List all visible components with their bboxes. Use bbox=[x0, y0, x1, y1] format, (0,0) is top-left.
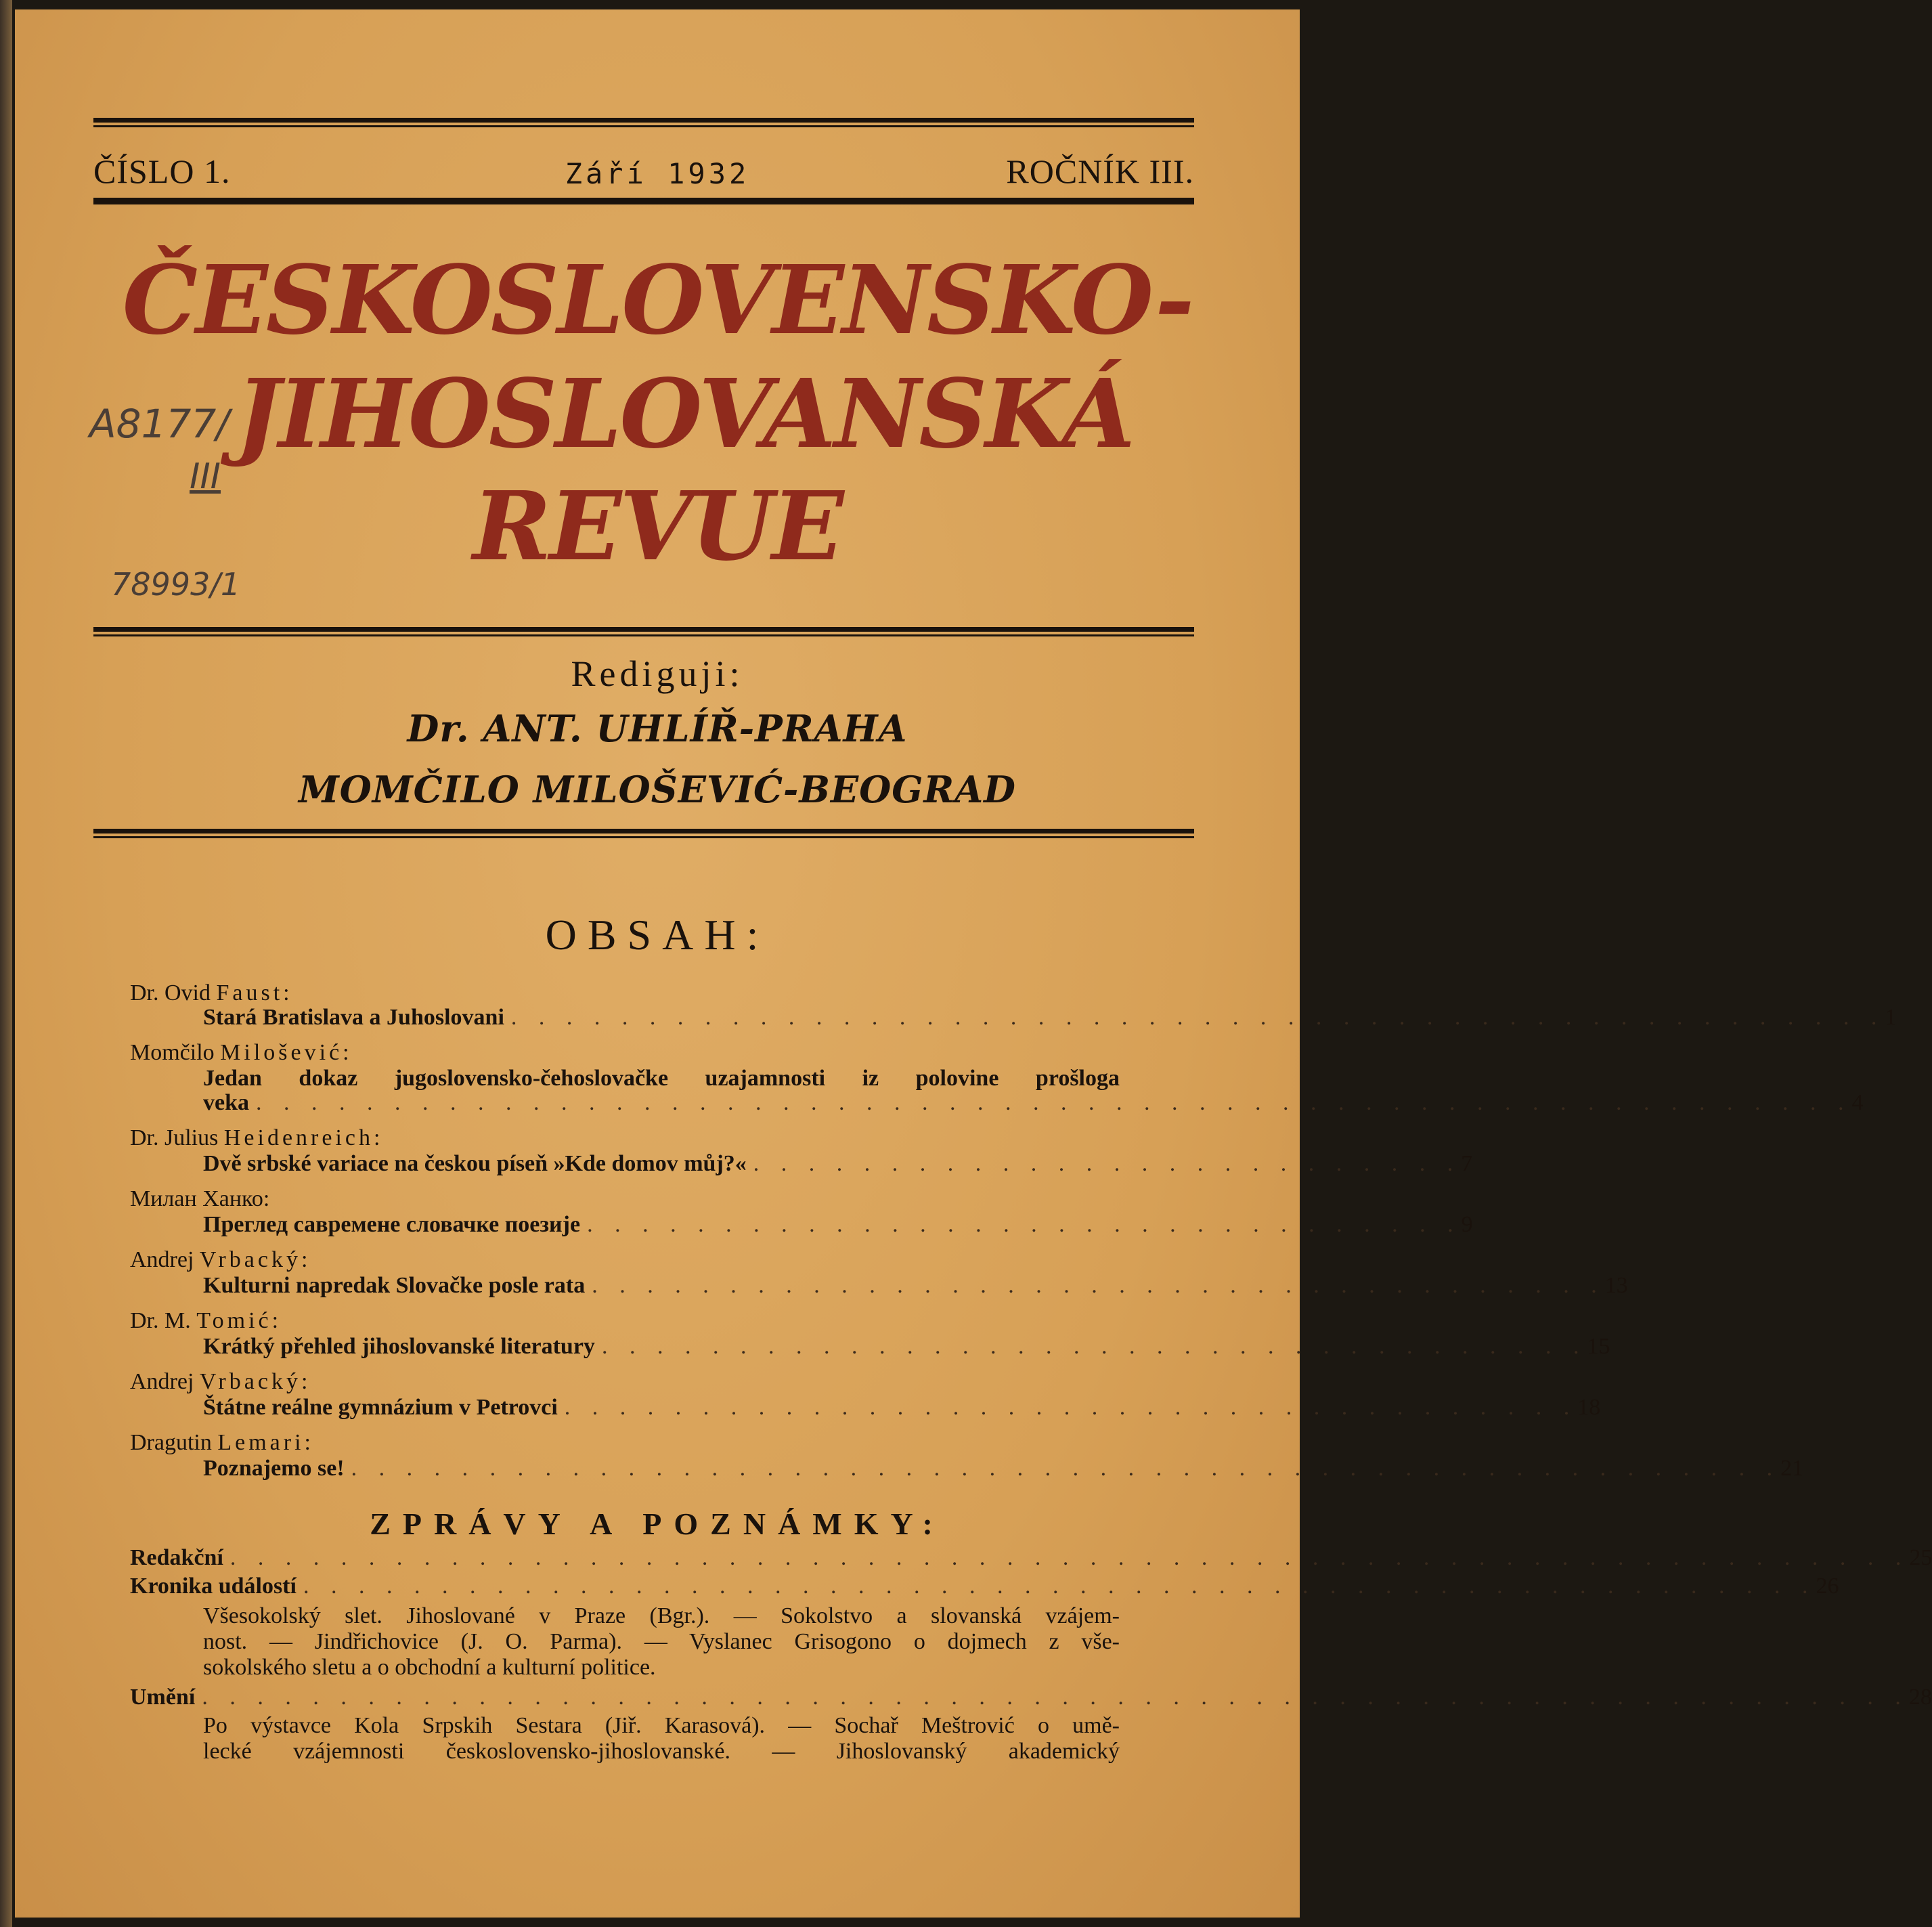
author-milosevic bbox=[130, 1040, 353, 1066]
toc-entry bbox=[203, 1212, 1473, 1238]
page-number: 15 bbox=[1587, 1334, 1610, 1359]
author-surname: Lemari: bbox=[217, 1430, 314, 1455]
author-surname: Tomić: bbox=[196, 1308, 282, 1333]
author-name: Милан bbox=[130, 1186, 203, 1211]
leader-dots: . . . . . . . . . . . . . . . . . . . . . . . . . . . . . . . . . . . . . . . . . . . . . . . . . . . . . . . . . . bbox=[256, 1090, 1852, 1115]
author-name: Dr. Ovid bbox=[130, 980, 217, 1005]
toc-entry bbox=[203, 1273, 1628, 1299]
entry-title: Umění bbox=[130, 1685, 196, 1710]
entry-title: Stará Bratislava a Juhoslovani bbox=[203, 1005, 504, 1030]
leader-dots: . . . . . . . . . . . . . . . . . . . . . . . . . . . . . . . . . . . . . . . . . . . . . . . . . . . . . . . bbox=[303, 1574, 1816, 1599]
author-name: Momčilo bbox=[130, 1040, 221, 1065]
header-rule bbox=[93, 198, 1194, 204]
author-heidenreich bbox=[130, 1125, 383, 1151]
author-name: Andrej bbox=[130, 1369, 200, 1394]
author-vrbacky bbox=[130, 1247, 311, 1273]
page-number: 25 bbox=[1909, 1545, 1932, 1570]
entry-title-line: Jedan dokaz jugoslovensko-čehoslovačke uzajamnosti iz polovine prošloga bbox=[203, 1066, 1120, 1091]
leader-dots: . . . . . . . . . . . . . . . . . . . . . . . . . . . . . . . . . . . . bbox=[601, 1334, 1587, 1359]
journal-cover bbox=[15, 9, 1932, 1918]
author-vrbacky-2 bbox=[130, 1369, 311, 1395]
leader-dots: . . . . . . . . . . . . . . . . . . . . . . . . . . . . . . . . . . . . . . . . . . . . . . . . . . . . . . . . . . . . . bbox=[229, 1545, 1910, 1570]
author-surname: Heidenreich: bbox=[223, 1125, 384, 1150]
page-number: 18 bbox=[1577, 1395, 1601, 1420]
author-name: Dragutin bbox=[130, 1430, 218, 1455]
volume-number: ROČNÍK III. bbox=[1006, 152, 1194, 190]
notes-sub-line: nost. — Jindřichovice (J. O. Parma). — Vyslanec Grisogono o dojmech z vše- bbox=[203, 1629, 1120, 1654]
entry-title: Štátne reálne gymnázium v Petrovci bbox=[203, 1395, 558, 1420]
editor-1: Dr. ANT. UHLÍŘ-PRAHA bbox=[407, 707, 908, 750]
author-tomic bbox=[130, 1308, 282, 1334]
title-line-2: JIHOSLOVANSKÁ bbox=[235, 359, 1134, 470]
page-number: 1 bbox=[1885, 1005, 1897, 1030]
page-number: 21 bbox=[1780, 1456, 1804, 1481]
top-rule bbox=[93, 118, 1194, 127]
notes-heading: ZPRÁVY A POZNÁMKY: bbox=[370, 1507, 945, 1541]
leader-dots: . . . . . . . . . . . . . . . . . . . . . . . . . . . . . . . . . . . . . . . . . . . . . . . . . . . . . . . . . . . . . . bbox=[202, 1685, 1909, 1710]
page-number: 28 bbox=[1908, 1685, 1932, 1710]
toc-entry bbox=[203, 1334, 1610, 1360]
handwritten-volume-mark: III bbox=[190, 456, 221, 497]
page-number: 4 bbox=[1851, 1090, 1864, 1115]
editor-2: MOMČILO MILOŠEVIĆ-BEOGRAD bbox=[299, 768, 1016, 811]
page-number: 7 bbox=[1461, 1151, 1473, 1176]
author-name: Dr. Julius bbox=[130, 1125, 224, 1150]
entry-title: Dvě srbské variace na českou píseň »Kde domov můj?« bbox=[203, 1151, 747, 1176]
leader-dots: . . . . . . . . . . . . . . . . . . . . . . . . . . . . . . . . . . . . . . . . . . . . . . . . . . . . bbox=[351, 1456, 1781, 1481]
leader-dots: . . . . . . . . . . . . . . . . . . . . . . . . . . . . . . . . . . . . . bbox=[564, 1395, 1578, 1420]
author-name: Andrej bbox=[130, 1247, 200, 1272]
toc-entry bbox=[203, 1151, 1473, 1177]
author-surname: Ханко: bbox=[202, 1186, 270, 1211]
leader-dots: . . . . . . . . . . . . . . . . . . . . . . . . . . . . . . . . . . . . . . . . . . . . . . . . . . bbox=[510, 1005, 1885, 1030]
author-surname: Milošević: bbox=[220, 1040, 353, 1065]
toc-entry bbox=[203, 1395, 1601, 1421]
notes-entry bbox=[130, 1574, 1839, 1599]
author-hanko bbox=[130, 1186, 269, 1212]
page-number: 13 bbox=[1604, 1273, 1628, 1298]
handwritten-inventory-mark: 78993/1 bbox=[111, 566, 241, 603]
contents-heading: OBSAH: bbox=[545, 911, 770, 959]
handwritten-shelfmark: A8177/ bbox=[89, 401, 229, 447]
editors-top-rule bbox=[93, 627, 1194, 636]
leader-dots: . . . . . . . . . . . . . . . . . . . . . . . . . . . . . . . . bbox=[587, 1212, 1462, 1237]
binding-spine bbox=[0, 0, 12, 1927]
leader-dots: . . . . . . . . . . . . . . . . . . . . . . . . . . . . . . . . . . . . . bbox=[592, 1273, 1605, 1298]
editors-bottom-rule bbox=[93, 829, 1194, 838]
author-surname: Vrbacký: bbox=[199, 1369, 311, 1394]
editors-label: Rediguji: bbox=[571, 653, 744, 694]
title-line-1: ČESKOSLOVENSKO- bbox=[122, 245, 1193, 356]
notes-sub-line: sokolského sletu a o obchodní a kulturní politice. bbox=[203, 1655, 656, 1680]
issue-number: ČÍSLO 1. bbox=[93, 152, 231, 190]
issue-date: Září 1932 bbox=[565, 157, 750, 190]
leader-dots: . . . . . . . . . . . . . . . . . . . . . . . . . . bbox=[753, 1151, 1462, 1176]
author-faust bbox=[130, 980, 293, 1006]
notes-entry bbox=[130, 1685, 1932, 1710]
entry-title: Преглед савремене словачке поезије bbox=[203, 1212, 581, 1237]
notes-sub-line: Všesokolský slet. Jihoslované v Praze (Bgr.). — Sokolstvo a slovanská vzájem- bbox=[203, 1603, 1120, 1628]
toc-entry bbox=[203, 1005, 1897, 1031]
toc-entry bbox=[203, 1090, 1864, 1116]
entry-title: Poznajemo se! bbox=[203, 1456, 345, 1481]
notes-sub-line: lecké vzájemnosti československo-jihoslovanské. — Jihoslovanský akademický bbox=[203, 1739, 1120, 1764]
entry-title: Kronika událostí bbox=[130, 1574, 297, 1599]
author-surname: Faust: bbox=[216, 980, 293, 1005]
notes-entry bbox=[130, 1545, 1932, 1571]
title-line-3: REVUE bbox=[473, 471, 842, 582]
page-number: 9 bbox=[1461, 1212, 1473, 1237]
entry-title: Kulturni napredak Slovačke posle rata bbox=[203, 1273, 586, 1298]
entry-title: Redakční bbox=[130, 1545, 223, 1570]
page-number: 26 bbox=[1816, 1574, 1839, 1599]
author-lemari bbox=[130, 1430, 314, 1456]
notes-sub-line: Po výstavce Kola Srpskih Sestara (Jiř. Karasová). — Sochař Meštrović o umě- bbox=[203, 1713, 1120, 1738]
toc-entry bbox=[203, 1456, 1804, 1481]
entry-title: Krátký přehled jihoslovanské literatury bbox=[203, 1334, 595, 1359]
author-name: Dr. M. bbox=[130, 1308, 197, 1333]
entry-title: veka bbox=[203, 1090, 249, 1115]
author-surname: Vrbacký: bbox=[199, 1247, 311, 1272]
